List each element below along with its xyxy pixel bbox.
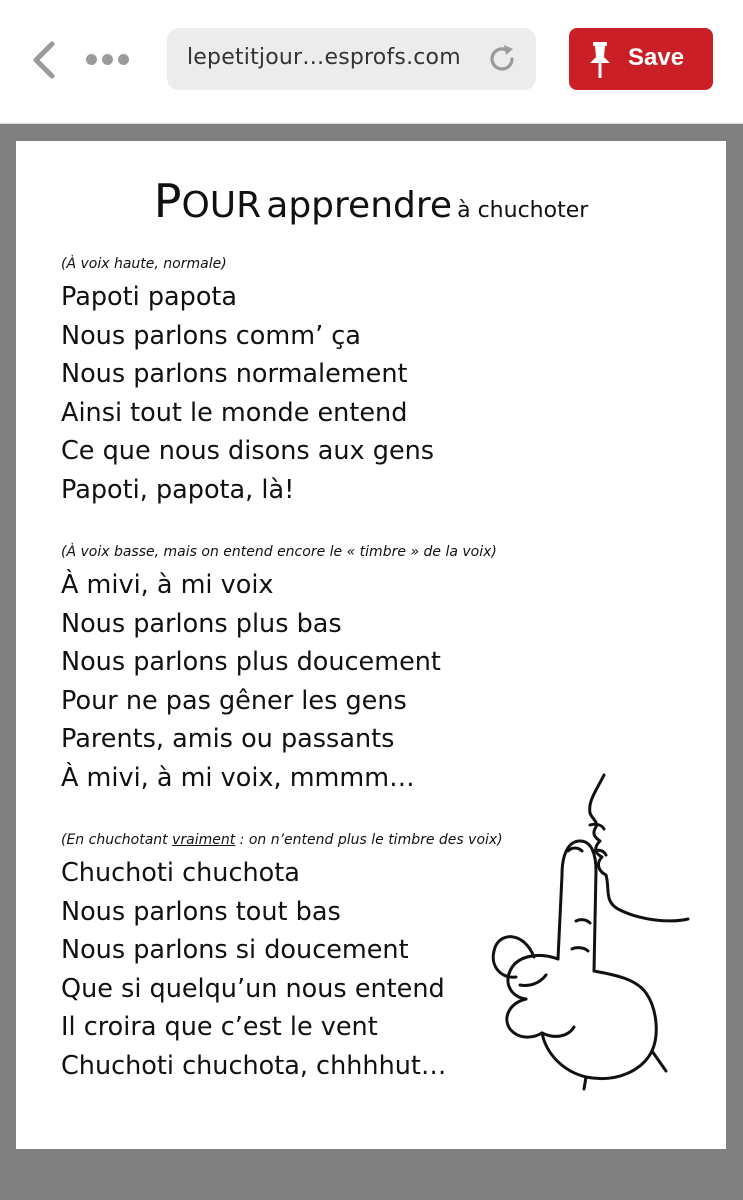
- verse-line: Il croira que c’est le vent: [61, 1012, 378, 1042]
- save-button[interactable]: [569, 28, 713, 90]
- verse-line: Papoti papota: [61, 282, 238, 312]
- title-word: apprendre: [266, 185, 453, 226]
- address-bar[interactable]: [167, 28, 536, 90]
- stanza-note: (À voix haute, normale): [61, 256, 227, 272]
- more-dots-icon[interactable]: [86, 50, 138, 68]
- verse-line: Ce que nous disons aux gens: [61, 436, 435, 466]
- verse-line: À mivi, à mi voix: [61, 570, 274, 600]
- verse-line: Chuchoti chuchota, chhhhut…: [61, 1050, 447, 1081]
- verse-line: Que si quelqu’un nous entend: [61, 973, 445, 1004]
- page-title: [16, 174, 726, 228]
- verse-line: Papoti, papota, là!: [61, 474, 295, 505]
- title-initial: P: [153, 174, 182, 228]
- verse-line: Nous parlons normalement: [61, 359, 408, 389]
- url-text[interactable]: lepetitjour…esprofs.com: [187, 45, 461, 70]
- verse-line: À mivi, à mi voix, mmmm…: [61, 762, 415, 793]
- stanza-note: (À voix basse, mais on entend encore le « timbre » de la voix): [61, 544, 497, 560]
- finger-on-lips-shush-icon: [476, 771, 698, 1091]
- stanza-1: [61, 256, 434, 509]
- verse-line: Chuchoti chuchota: [61, 858, 300, 888]
- document-page: [16, 141, 726, 1149]
- verse-line: Ainsi tout le monde entend: [61, 397, 408, 428]
- back-chevron-icon[interactable]: [28, 40, 60, 80]
- save-button-label: Save: [628, 44, 685, 71]
- stanza-3: [61, 832, 503, 1085]
- note-suffix: : on n’entend plus le timbre des voix): [235, 832, 503, 848]
- pushpin-icon: [587, 41, 613, 79]
- verse-line: Nous parlons plus doucement: [61, 647, 441, 677]
- browser-toolbar: [0, 0, 743, 124]
- verse-line: Nous parlons plus bas: [61, 608, 342, 639]
- note-prefix: (En chuchotant: [61, 832, 173, 848]
- note-underlined: vraiment: [172, 832, 236, 848]
- stanza-note: [61, 832, 503, 848]
- verse-line: Pour ne pas gêner les gens: [61, 685, 407, 716]
- verse-line: Parents, amis ou passants: [61, 724, 395, 754]
- verse-line: Nous parlons si doucement: [61, 935, 409, 965]
- verse-line: Nous parlons comm’ ça: [61, 320, 361, 351]
- title-small-caps: OUR: [181, 185, 262, 226]
- reload-icon[interactable]: [487, 44, 517, 74]
- verse-line: Nous parlons tout bas: [61, 896, 341, 927]
- stanza-2: [61, 544, 497, 797]
- title-subtitle: à chuchoter: [457, 198, 589, 223]
